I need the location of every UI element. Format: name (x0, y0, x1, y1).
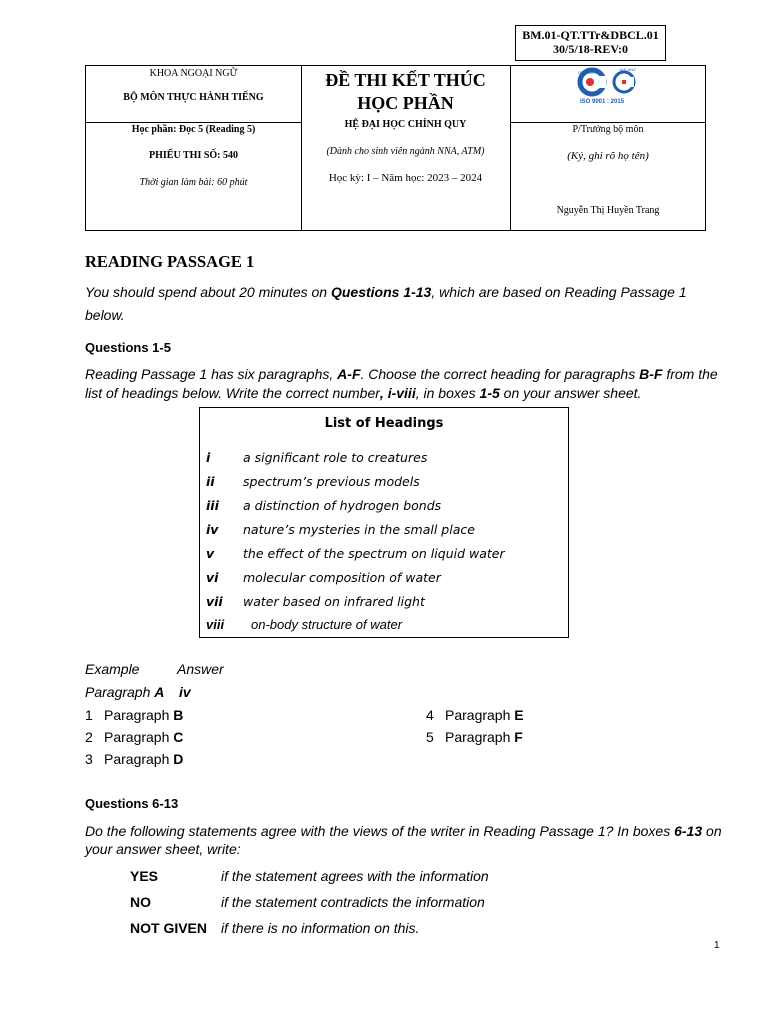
heading-number: i (206, 450, 211, 465)
heading-item (206, 546, 505, 561)
option-key: NOT GIVEN (130, 920, 208, 936)
question-letter: E (514, 707, 524, 723)
head-of-department-name: Nguyễn Thị Huyền Trang (556, 205, 660, 216)
heading-number: viii (206, 617, 225, 632)
heading-item (206, 522, 475, 537)
passage-intro-end: below. (85, 307, 125, 323)
program-name: HỆ ĐẠI HỌC CHÍNH QUY (344, 119, 467, 130)
list-of-headings-title: List of Headings (324, 416, 444, 431)
question-number: 5 (426, 729, 434, 745)
question-number: 4 (426, 707, 434, 723)
heading-text: the effect of the spectrum on liquid water (243, 546, 505, 561)
quacert-logo (574, 66, 644, 106)
instruction-text: list of headings below. Write the correct number (85, 385, 380, 401)
heading-number: v (206, 546, 215, 561)
form-code-line1: BM.01-QT.TTr&DBCL.01 (522, 28, 659, 42)
questions-1-5-instructions-2 (85, 383, 725, 403)
signature-note: (Ký, ghi rõ họ tên) (567, 150, 649, 162)
instruction-text: on (702, 823, 722, 839)
question-letter: D (173, 751, 184, 767)
heading-number: vi (206, 570, 219, 585)
instruction-text: . Choose the correct heading for paragraphs (360, 366, 640, 382)
logo-text: QUACERT (578, 70, 598, 75)
instruction-bold: , i-viii (379, 385, 416, 401)
option-description: if there is no information on this. (221, 920, 420, 936)
option-key: NO (130, 894, 151, 910)
example-paragraph (85, 682, 164, 702)
instruction-text: from the (662, 366, 718, 382)
exam-title-line1: ĐỀ THI KẾT THÚC (325, 70, 486, 90)
heading-text: water based on infrared light (243, 594, 425, 609)
exam-duration: Thời gian làm bài: 60 phút (139, 177, 248, 188)
instruction-bold: 6-13 (674, 823, 703, 839)
form-code-line2: 30/5/18-REV:0 (553, 42, 628, 56)
option-description: if the statement contradicts the information (221, 894, 485, 910)
question-number: 1 (85, 707, 93, 723)
question-label: Paragraph (445, 707, 515, 723)
question-letter: C (173, 729, 184, 745)
question-item (426, 727, 523, 747)
heading-number: ii (206, 474, 215, 489)
department-name: BỘ MÔN THỰC HÀNH TIẾNG (123, 92, 264, 103)
heading-text: nature’s mysteries in the small place (243, 522, 475, 537)
course-name: Học phần: Đọc 5 (Reading 5) (131, 124, 256, 135)
example-answer: iv (179, 684, 191, 700)
instruction-bold: A-F (337, 366, 361, 382)
example-paragraph-label: Paragraph (85, 684, 155, 700)
question-label: Paragraph (104, 729, 174, 745)
list-of-headings-box (199, 407, 569, 638)
heading-number: iii (206, 498, 219, 513)
heading-number: iv (206, 522, 219, 537)
questions-1-5-instructions (85, 364, 725, 384)
heading-item (206, 498, 441, 513)
questions-6-13-instructions (85, 821, 725, 841)
faculty-name: KHOA NGOẠI NGỮ (149, 68, 238, 79)
heading-item (206, 450, 427, 465)
questions-6-13-instructions-2: your answer sheet, write: (85, 841, 241, 857)
instruction-bold: 1-5 (479, 385, 500, 401)
form-code-box (515, 25, 666, 61)
example-paragraph-letter: A (154, 684, 165, 700)
passage-intro (85, 282, 725, 302)
questions-6-13-title: Questions 6-13 (85, 796, 179, 811)
instruction-bold: B-F (639, 366, 663, 382)
intro-text: You should spend about 20 minutes on (85, 284, 331, 300)
instruction-text: Do the following statements agree with the views of the writer in Reading Passage 1? In boxes (85, 823, 675, 839)
heading-text: on-body structure of water (251, 617, 403, 632)
heading-item (206, 474, 420, 489)
heading-text: molecular composition of water (243, 570, 441, 585)
question-label: Paragraph (104, 707, 174, 723)
question-number: 2 (85, 729, 93, 745)
page-number: 1 (714, 940, 720, 951)
heading-item (206, 594, 425, 609)
intro-text: , which are based on Reading Passage 1 (431, 284, 687, 300)
instruction-text: Reading Passage 1 has six paragraphs, (85, 366, 338, 382)
question-number: 3 (85, 751, 93, 767)
heading-item (206, 617, 402, 632)
question-item (85, 749, 183, 769)
heading-text: a significant role to creatures (243, 450, 428, 465)
exam-title-line2: HỌC PHẦN (357, 93, 454, 113)
audience-note: (Dành cho sinh viên ngành NNA, ATM) (326, 146, 485, 157)
question-letter: F (514, 729, 523, 745)
questions-1-5-title: Questions 1-5 (85, 340, 171, 355)
question-label: Paragraph (104, 751, 174, 767)
example-label: Example (85, 661, 140, 677)
question-item (426, 705, 524, 725)
question-letter: B (173, 707, 184, 723)
question-item (85, 705, 183, 725)
exam-number: PHIẾU THI SỐ: 540 (149, 150, 238, 161)
heading-text: spectrum’s previous models (243, 474, 420, 489)
question-item (85, 727, 183, 747)
heading-text: a distinction of hydrogen bonds (243, 498, 442, 513)
heading-number: vii (206, 594, 223, 609)
intro-questions-range: Questions 1-13 (330, 284, 432, 300)
head-of-department-title: P/Trưởng bộ môn (572, 124, 644, 135)
semester-info: Học kỳ: I – Năm học: 2023 – 2024 (328, 172, 483, 184)
option-description: if the statement agrees with the information (221, 868, 489, 884)
heading-item (206, 570, 441, 585)
instruction-text: on your answer sheet. (499, 385, 642, 401)
table-divider (510, 122, 706, 123)
logo-iso-text: ISO 9001 : 2015 (580, 99, 625, 105)
logo-text: JAS-ANZ (619, 67, 636, 72)
question-label: Paragraph (445, 729, 515, 745)
passage-title: READING PASSAGE 1 (85, 252, 255, 271)
example-answer-label: Answer (177, 661, 224, 677)
instruction-text: , in boxes (415, 385, 480, 401)
option-key: YES (130, 868, 159, 884)
table-divider (86, 122, 301, 123)
